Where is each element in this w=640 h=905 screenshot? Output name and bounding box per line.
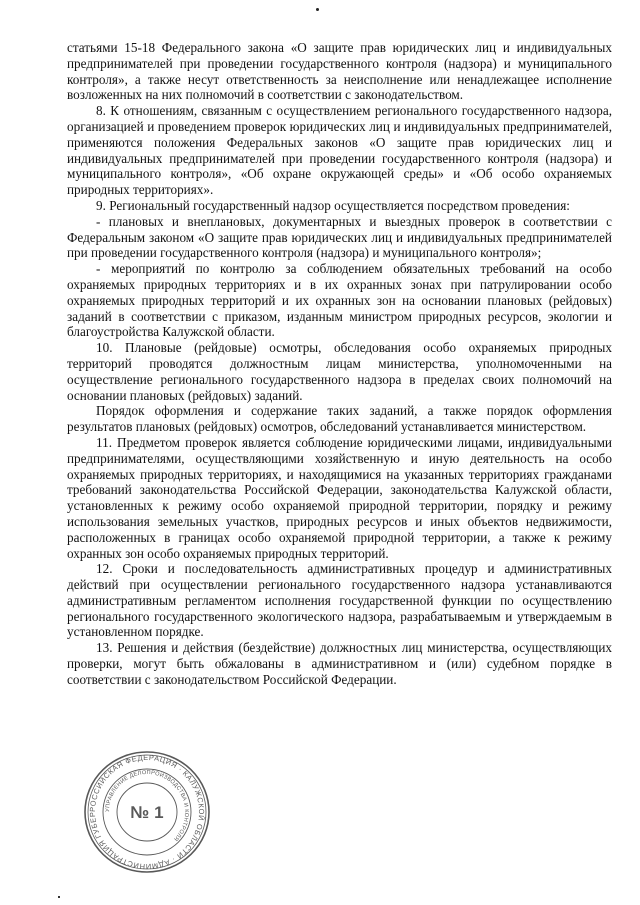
seal-number: № 1 <box>130 803 164 822</box>
page-dot-mark <box>316 8 319 11</box>
seal-outer-text: РОССИЙСКАЯ ФЕДЕРАЦИЯ · КАЛУЖСКОЙ ОБЛАСТИ · АДМИНИСТРАЦИЯ ГУБЕР <box>87 752 207 872</box>
page-corner-mark <box>58 896 60 898</box>
paragraph-12: 12. Сроки и последовательность административных процедур и административных действий при осуществлении регионального государственного надзора устанавливаются административным регламентом исполнения государственной функции по осуществлению регионального государственного экологического надзора, разрабатываемым и утверждаемым в установленном порядке. <box>67 561 612 640</box>
paragraph-continuation: статьями 15-18 Федерального закона «О защите прав юридических лиц и индивидуальных предпринимателей при проведении государственного контроля (надзора) и муниципального контроля», а также несут ответственность за неисполнение или ненадлежащее исполнение возложенных на них полномочий в соответствии с законодательством. <box>67 40 612 103</box>
document-body <box>67 40 612 688</box>
paragraph-10-order: Порядок оформления и содержание таких заданий, а также порядок оформления результатов плановых (рейдовых) осмотров, обследований устанавливается министерством. <box>67 403 612 435</box>
paragraph-9-item-1: - плановых и внеплановых, документарных и выездных проверок в соответствии с Федеральным законом «О защите прав юридических лиц и индивидуальных предпринимателей при проведении государственного контроля (надзора) и муниципального контроля»; <box>67 213 612 261</box>
paragraph-9: 9. Региональный государственный надзор осуществляется посредством проведения: <box>96 197 570 213</box>
paragraph-10: 10. Плановые (рейдовые) осмотры, обследования особо охраняемых природных территорий проводятся должностным лицам министерства, уполномоченными на осуществление регионального государственного надзора в пределах своих полномочий на основании плановых (рейдовых) заданий. <box>67 340 612 403</box>
paragraph-13: 13. Решения и действия (бездействие) должностных лиц министерства, осуществляющих проверки, могут быть обжалованы в административном и (или) судебном порядке в соответствии с законодательством Российской Федерации. <box>67 640 612 687</box>
paragraph-11: 11. Предметом проверок является соблюдение юридическими лицами, индивидуальными предпринимателями, осуществляющими хозяйственную и иную деятельность на особо охраняемых природных территориях, и находящимися на указанных территориях гражданами требований законодательства Российской Федерации, законодательства Калужской области, установленных к режиму особо охраняемой природной территории, порядку и режиму использования земельных участков, природных ресурсов и иных объектов недвижимости, расположенных в границах особо охраняемой природной территории, а также к режиму охранных зон особо охраняемых природных территорий. <box>67 434 612 561</box>
seal-inner-text: УПРАВЛЕНИЕ ДЕЛОПРОИЗВОДСТВА И КОНТРОЛЯ <box>104 769 190 842</box>
paragraph-8: 8. К отношениям, связанным с осуществлением регионального государственного надзора, организацией и проведением проверок юридических лиц и индивидуальных предпринимателей, применяются положения Федеральных законов «О защите прав юридических лиц и индивидуальных предпринимателей при проведении государственного контроля (надзора) и муниципального контроля», «Об охране окружающей среды» и «Об особо охраняемых природных территориях». <box>67 103 612 198</box>
paragraph-9-item-2: - мероприятий по контролю за соблюдением обязательных требований на особо охраняемых природных территориях и в их охранных зонах при патрулировании особо охраняемых природных территорий и их охранных зон на основании плановых (рейдовых) заданий в соответствии с приказом, изданным министром природных ресурсов, экологии и благоустройства Калужской области. <box>67 261 612 340</box>
official-seal <box>82 750 212 875</box>
